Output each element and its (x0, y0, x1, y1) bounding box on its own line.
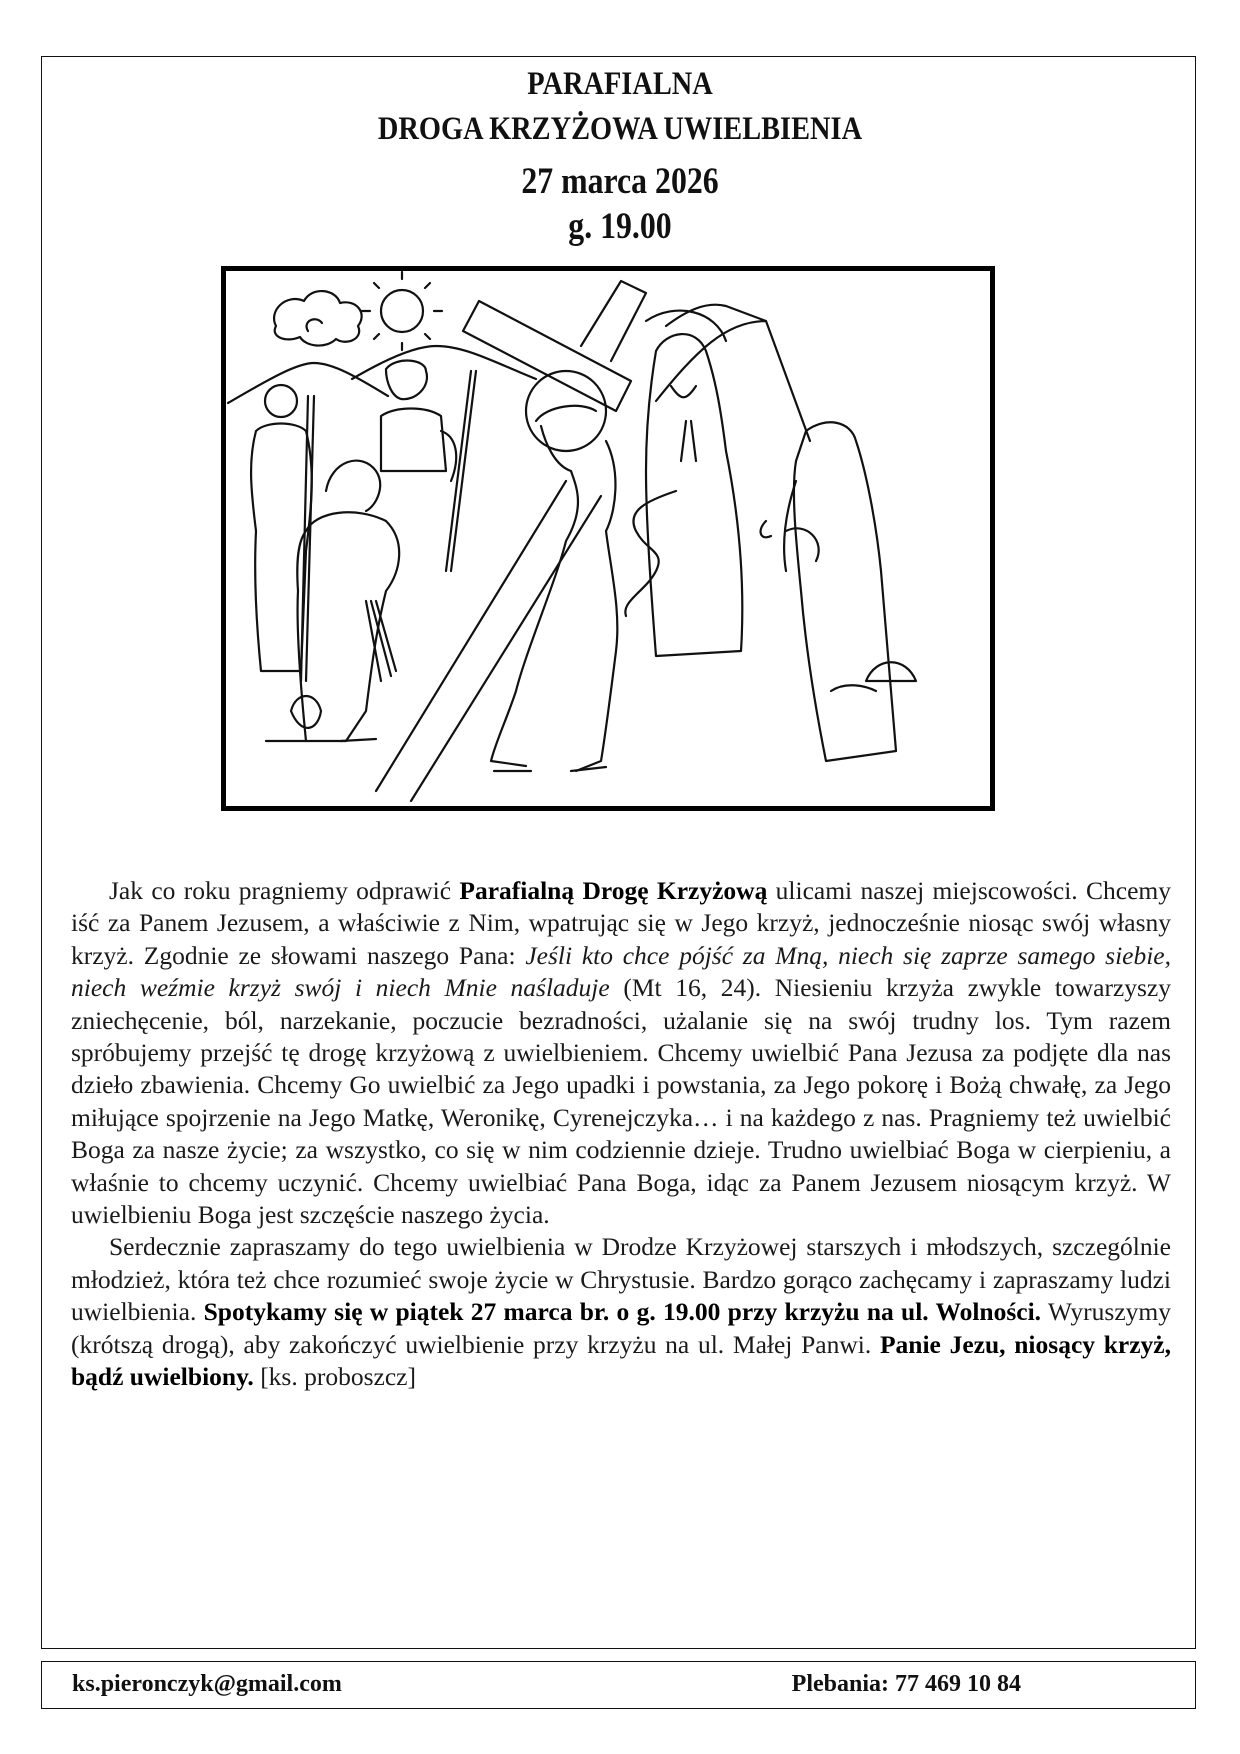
veronica-figure (761, 422, 896, 761)
title-line-1: PARAFIALNA (527, 66, 713, 102)
contact-email[interactable]: ks.pieronczyk@gmail.com (72, 1671, 342, 1697)
announcement-body (71, 875, 1171, 1394)
soldier-figure (266, 461, 399, 741)
cloud-icon (274, 291, 362, 346)
emphasis-event-name: Parafialną Drogę Krzyżową (459, 876, 768, 905)
onlooker-middle-figure (381, 361, 476, 571)
paragraph-2: Serdecznie zapraszamy do tego uwielbienia w Drodze Krzyżowej starszych i młodszych, szczególnie młodzież, która też chce rozumieć swoje życie w Chrystusie. Bardzo gorąco zachęcamy i zapraszamy ludzi uwielbienia. Spotykamy się w piątek 27 marca br. o g. 19.00 przy krzyżu na ul. Wolności. Wyruszymy (krótszą drogą), aby zakończyć uwielbienie przy krzyżu na ul. Małej Panwi. Panie Jezu, niosący krzyż, bądź uwielbiony. [ks. proboszcz] (71, 1232, 1171, 1392)
footer (41, 1661, 1196, 1709)
event-date: 27 marca 2026 (521, 161, 719, 202)
closing-prayer: Panie Jezu, niosący krzyż, bądź uwielbiony. (71, 1329, 1171, 1392)
cross-icon (376, 281, 646, 801)
sun-icon (362, 272, 442, 350)
stations-of-cross-illustration (221, 266, 995, 811)
road (625, 491, 818, 616)
paragraph-1: Jak co roku pragniemy odprawić Parafialną Drogę Krzyżową ulicami naszej miejscowości. Chcemy iść za Panem Jezusem, a właściwie z Nim, wpatrując się w Jego krzyż, jednocześnie niosąc swój własny krzyż. Zgodnie ze słowami naszego Pana: Jeśli kto chce pójść za Mną, niech się zaprze samego siebie, niech weźmie krzyż swój i niech Mnie naśladuje (Mt 16, 24). Niesieniu krzyża zwykle towarzyszy zniechęcenie, ból, narzekanie, poczucie bezradności, użalanie się na swój trudny los. Tym razem spróbujemy przejść tę drogę krzyżową z uwielbieniem. Chcemy uwielbić Pana Jezusa za podjęte dla nas dzieło zbawienia. Chcemy Go uwielbić za Jego upadki i powstania, za Jego pokorę i Bożą chwałę, za Jego miłujące spojrzenie na Jego Matkę, Weronikę, Cyrenejczyka… i na każdego z nas. Pragniemy też uwielbić Boga za nasze życie; za wszystko, co się w nim codziennie dzieje. Trudno uwielbiać Boga w cierpieniu, a właśnie to chcemy uczynić. Chcemy uwielbiać Pana Boga, idąc za Panem Jezusem niosącym krzyż. W uwielbieniu Boga jest szczęście naszego życia. (71, 876, 1171, 1230)
mary-figure (646, 311, 742, 656)
event-time: g. 19.00 (568, 206, 672, 247)
meeting-details: Spotykamy się w piątek 27 marca br. o g. 19.00 przy krzyżu na ul. Wolności. (203, 1297, 1042, 1327)
signature: [ks. proboszcz] (253, 1362, 416, 1392)
scripture-quote: Jeśli kto chce pójść za Mną, niech się zaprze samego siebie, niech weźmie krzyż swój i niech Mnie naśladuje (71, 940, 1171, 1003)
title-line-2: DROGA KRZYŻOWA UWIELBIENIA (377, 111, 863, 147)
contact-phone: Plebania: 77 469 10 84 (791, 1671, 1021, 1697)
